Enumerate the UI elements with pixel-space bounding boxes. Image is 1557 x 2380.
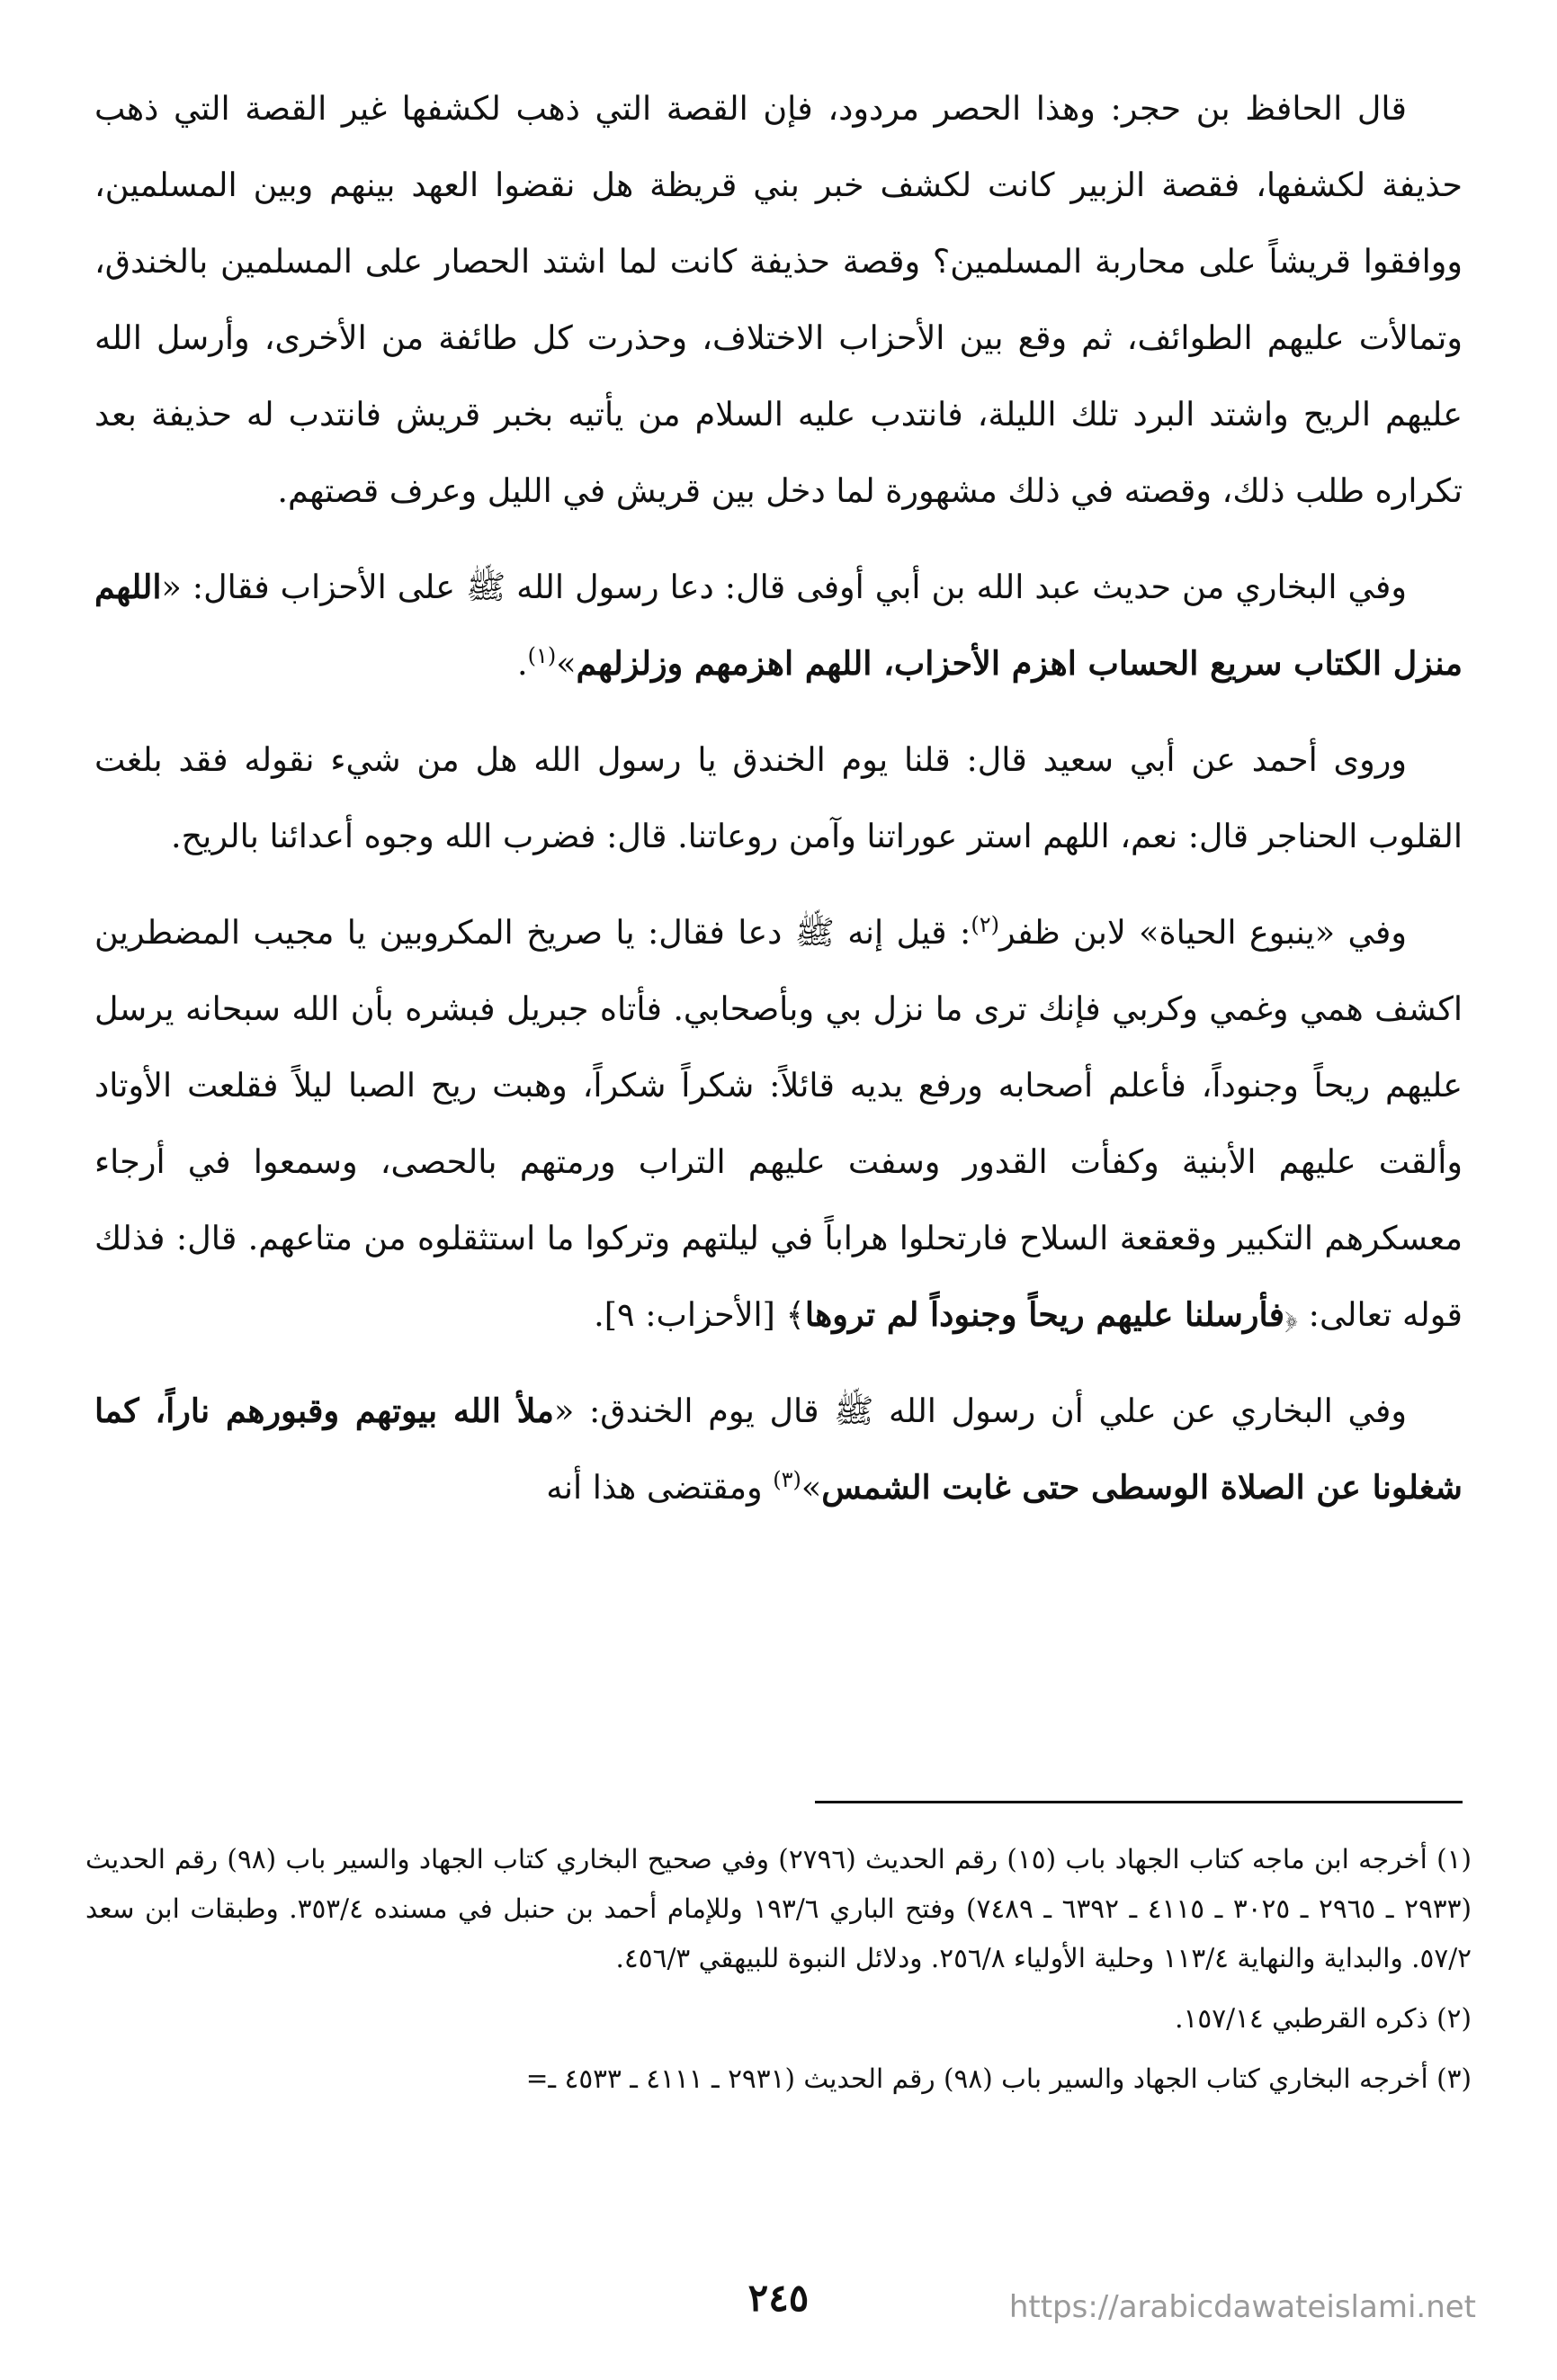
paragraph-text: ﴾ [الأحزاب: ٩]. [594, 1295, 805, 1334]
paragraph-text: وفي البخاري عن علي أن رسول الله ﷺ قال يوم الخندق: « [553, 1391, 1407, 1430]
main-text [94, 70, 1463, 1545]
paragraph-text: : قيل إنه ﷺ دعا فقال: يا صريخ المكروبين يا مجيب المضطرين اكشف همي وغمي وكربي فإنك ترى ما نزل بي وبأصحابي. فأتاه جبريل فبشره بأن الله سبحانه يرسل عليهم ريحاً وجنوداً، فأعلم أصحابه ورفع يديه قائلاً: شكراً شكراً، وهبت ريح الصبا ليلاً فقلعت الأوتاد وألقت عليهم الأبنية وكفأت القدور وسفت عليهم التراب ورمتهم بالحصى، وسمعوا في أرجاء معسكرهم التكبير وقعقعة السلاح فارتحلوا هراباً في ليلتهم وتركوا ما استثقلوه من متاعهم. قال: فذلك قوله تعالى: ﴿ [94, 913, 1463, 1334]
footnote-marker: (٢) [971, 911, 999, 937]
quoted-text: ملأ الله بيوتهم وقبورهم ناراً، كما شغلونا عن الصلاة الوسطى حتى غابت الشمس [94, 1391, 1463, 1507]
footnotes [85, 1835, 1472, 2115]
paragraph-text: ومقتضى هذا أنه [546, 1468, 774, 1507]
paragraph-text: » [801, 1468, 822, 1507]
footnote-marker: (٣) [773, 1466, 801, 1492]
paragraph-text: وروى أحمد عن أبي سعيد قال: قلنا يوم الخندق يا رسول الله هل من شيء نقوله فقد بلغت القلوب الحناجر قال: نعم، اللهم استر عوراتنا وآمن روعاتنا. قال: فضرب الله وجوه أعدائنا بالريح. [94, 740, 1463, 855]
page-number: ٢٤٥ [747, 2276, 810, 2320]
footnote: (٣) أخرجه البخاري كتاب الجهاد والسير باب (٩٨) رقم الحديث (٢٩٣١ ـ ٤١١١ ـ ٤٥٣٣ ـ= [525, 2063, 1472, 2094]
paragraph [94, 70, 1463, 529]
paragraph [94, 894, 1463, 1353]
paragraph [94, 721, 1463, 874]
footnote: (٢) ذكره القرطبي ١٥٧/١٤. [1175, 2003, 1472, 2034]
quoted-text: فأرسلنا عليهم ريحاً وجنوداً لم تروها [804, 1295, 1285, 1334]
paragraph-text: وفي «ينبوع الحياة» لابن ظفر [998, 913, 1408, 952]
paragraph-text: . [516, 644, 528, 683]
paragraph [94, 549, 1463, 702]
footnote: (١) أخرجه ابن ماجه كتاب الجهاد باب (١٥) رقم الحديث (٢٧٩٦) وفي صحيح البخاري كتاب الجهاد والسير باب (٩٨) رقم الحديث (٢٩٣٣ ـ ٢٩٦٥ ـ ٣٠٢٥ ـ ٤١١٥ ـ ٦٣٩٢ ـ ٧٤٨٩) وفتح الباري ١٩٣/٦ وللإمام أحمد بن حنبل في مسنده ٣٥٣/٤. وطبقات ابن سعد ٥٧/٢. والبداية والنهاية ١١٣/٤ وحلية الأولياء ٢٥٦/٨. ودلائل النبوة للبيهقي ٤٥٦/٣. [85, 1844, 1472, 1973]
paragraph [94, 1373, 1463, 1526]
watermark-url: https://arabicdawateislami.net [1008, 2289, 1476, 2325]
paragraph-text: » [556, 644, 577, 683]
footnote-divider [815, 1801, 1463, 1803]
footnote-marker: (١) [527, 642, 557, 668]
quoted-text: اللهم منزل الكتاب سريع الحساب اهزم الأحزاب، اللهم اهزمهم وزلزلهم [94, 568, 1463, 683]
paragraph-text: وفي البخاري من حديث عبد الله بن أبي أوفى قال: دعا رسول الله ﷺ على الأحزاب فقال: « [161, 568, 1407, 606]
paragraph-text: قال الحافظ بن حجر: وهذا الحصر مردود، فإن القصة التي ذهب لكشفها غير القصة التي ذهب حذيفة لكشفها، فقصة الزبير كانت لكشف خبر بني قريظة هل نقضوا العهد بينهم وبين المسلمين، ووافقوا قريشاً على محاربة المسلمين؟ وقصة حذيفة كانت لما اشتد الحصار على المسلمين بالخندق، وتمالأت عليهم الطوائف، ثم وقع بين الأحزاب الاختلاف، وحذرت كل طائفة من الأخرى، وأرسل الله عليهم الريح واشتد البرد تلك الليلة، فانتدب عليه السلام من يأتيه بخبر قريش فانتدب له حذيفة بعد تكراره طلب ذلك، وقصته في ذلك مشهورة لما دخل بين قريش في الليل وعرف قصتهم. [94, 89, 1463, 510]
